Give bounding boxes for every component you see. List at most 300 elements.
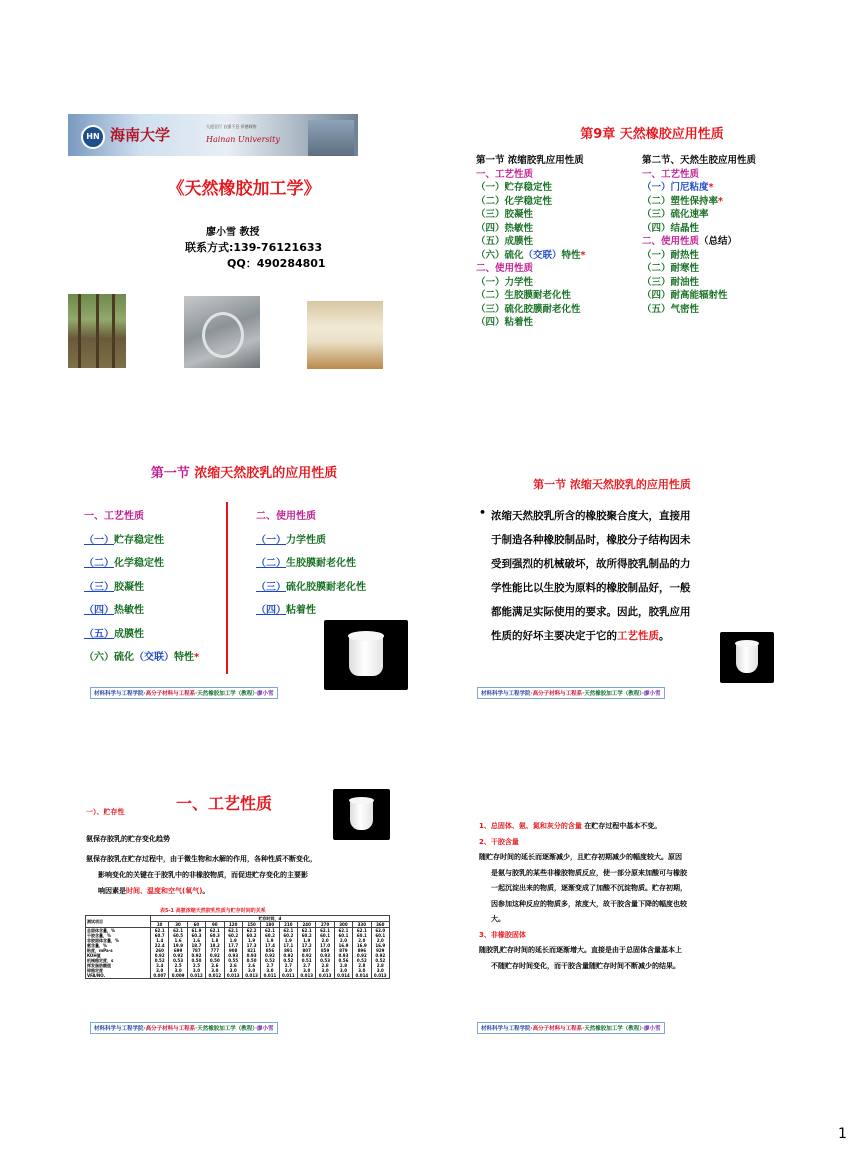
table-cell: 2.0 (339, 938, 347, 943)
table-cell: 0.52 (265, 958, 275, 963)
slide2-right-column (642, 154, 756, 316)
slide1-title: 《天然橡胶加工学》 (167, 179, 321, 199)
slide3-right-item (256, 529, 366, 553)
table-cell: 0.93 (320, 953, 330, 958)
table-cell: 2.5 (192, 963, 200, 968)
table-cell: 1.9 (248, 938, 256, 943)
slide3-footer (90, 687, 278, 699)
table-cell: 1.9 (266, 938, 274, 943)
p4-b: 时间、温度和空气(氧气) (126, 887, 203, 895)
table-cell: 0.93 (246, 953, 257, 958)
item-num: （三） (256, 581, 286, 593)
table-cell: 60.2 (283, 933, 294, 938)
slide6-footer (477, 1022, 665, 1034)
item6-star: * (194, 652, 200, 663)
slide3-right-column (256, 505, 366, 623)
slide1-qq: QQ：490284801 (227, 257, 326, 270)
footer-b: ·高分子材料与工程系 (530, 691, 583, 697)
slide3-left-item (84, 529, 199, 553)
item6-b: （交联） (134, 652, 174, 663)
slide2-item (642, 195, 756, 209)
table-column (316, 928, 334, 979)
table-cell: 1.6 (192, 938, 200, 943)
table-cell: 3.0 (376, 968, 384, 973)
item-label: 力学性质 (286, 534, 326, 546)
slide5-title: 一、工艺性质 (176, 794, 273, 813)
footer-b: ·高分子材料与工程系 (530, 1026, 583, 1032)
slide2-left-column (476, 154, 586, 330)
slide4-line: 浓缩天然胶乳所含的橡胶聚合度大，直接用 (491, 510, 691, 522)
slide-2 (472, 110, 832, 380)
footer-a: 材料科学与工程学院 (94, 691, 144, 697)
slide6-p4: 是氨与胶乳的某些非橡胶物质反应，使一部分原来加酸可与橡胶 (491, 868, 687, 877)
p1-a: 1、总固体、氨、氮和灰分的含量 (479, 822, 582, 830)
table-cell: 60.1 (356, 933, 367, 938)
slide6-p10: 不随贮存时间变化，而干胶含量随贮存时间不断减少的结果。 (491, 961, 680, 970)
table-cell: 19.9 (173, 943, 183, 948)
footer-b: ·高分子材料与工程系 (143, 691, 196, 697)
storage-table (85, 915, 390, 979)
slide5-footer (90, 1022, 278, 1034)
table-day-header: 180 (261, 922, 279, 928)
table-cell: 60.3 (191, 933, 202, 938)
table-row-label: 非胶固体含量，% (87, 938, 120, 943)
item-num: （一） (84, 534, 114, 546)
table-cell: 0.52 (356, 958, 367, 963)
slide2-item-label: （二）塑性保持率 (642, 195, 719, 207)
table-cell: 0.012 (208, 973, 222, 978)
table-day-header: 150 (242, 922, 260, 928)
table-cell: 0.92 (191, 953, 202, 958)
table-row-label: 锌稳定度 (87, 968, 103, 973)
table-cell: 0.93 (338, 953, 349, 958)
table-cell: 856 (265, 948, 275, 953)
table-cell: 0.50 (209, 958, 220, 963)
table-cell: 62.1 (338, 928, 349, 933)
table-day-header: 90 (206, 922, 224, 928)
slide3-title-b: 浓缩天然胶乳的应用性质 (194, 466, 338, 481)
drying-rubber-photo (307, 301, 383, 369)
table-column (169, 928, 187, 979)
slide3-title-a: 第一节 (150, 466, 195, 481)
slide3-right-item (256, 576, 366, 600)
table-column (151, 928, 169, 979)
table-cell: 0.92 (301, 953, 312, 958)
slide4-line: 都能满足实际使用的要求。因此，胶乳应用 (491, 606, 691, 618)
table-day-header: 10 (151, 922, 169, 928)
slide2-item: （二）耐寒性 (642, 263, 700, 274)
university-logo-icon: HN (81, 125, 105, 149)
table-cell: 18.7 (191, 943, 202, 948)
table-cell: 2.8 (376, 963, 384, 968)
slide1-contact: 联系方式:139-76121633 (185, 241, 323, 254)
slide3-left-heading: 一、工艺性质 (84, 511, 144, 522)
table-cell: 891 (284, 948, 293, 953)
table-cell: 2.0 (358, 938, 366, 943)
table-row-label: 总固体含量，% (87, 928, 116, 933)
table-cell: 62.1 (209, 928, 220, 933)
table-cell: 60.5 (173, 933, 183, 938)
rubber-plantation-photo (68, 294, 126, 368)
item-num: （三） (84, 581, 114, 593)
slide5-p1: 氨保存胶乳的贮存变化趋势 (86, 835, 170, 843)
table-cell: 3.0 (303, 968, 311, 973)
slide2-item-label: （一）门尼粘度 (642, 182, 709, 193)
table-cell: 62.1 (356, 928, 367, 933)
item6-a: （六）硫化 (84, 652, 134, 663)
table-cell: 2.4 (156, 963, 164, 968)
slide2-left-sub2: 二、使用性质 (476, 263, 534, 274)
table-cell: 0.92 (154, 953, 165, 958)
table-corner: 测试项目 (86, 916, 151, 928)
slide6-p3: 随贮存时间的延长而逐渐减少，且贮存初期减少的幅度较大。原因 (479, 853, 682, 861)
slide2-item: （五）成膜性 (476, 236, 534, 247)
table-cell: 929 (376, 948, 385, 953)
university-banner (68, 114, 358, 156)
table-cell: 62.1 (283, 928, 294, 933)
slide2-item: （三）耐油性 (642, 276, 700, 288)
table-cell: 3.0 (339, 968, 347, 973)
latex-cup-photo (324, 620, 408, 690)
table-cell: 2.7 (284, 963, 292, 968)
item-label: 化学稳定性 (114, 558, 164, 569)
table-cell: 807 (302, 948, 311, 953)
table-cell: 60.2 (265, 933, 275, 938)
slide4-title: 第一节 浓缩天然胶乳的应用性质 (533, 478, 691, 491)
table-cell: 16.9 (338, 943, 349, 948)
table-cell: 787 (192, 948, 201, 953)
factory-equipment-photo (184, 296, 260, 368)
table-row-label: VFA/NO. (87, 973, 106, 978)
p1-b: 在贮存过程中基本不变。 (581, 822, 662, 830)
slide2-item (642, 181, 756, 195)
table-cell: 60.2 (301, 933, 312, 938)
item-label: 胶凝性 (114, 581, 144, 593)
slide2-item: （五）气密性 (642, 303, 700, 315)
footer-c: ·天然橡胶加工学（教程） (582, 691, 642, 697)
slide6-p7: 大。 (491, 915, 505, 923)
slide-3 (64, 448, 424, 718)
table-cell: 908 (229, 948, 238, 953)
table-cell: 260 (155, 948, 164, 953)
latex-cup-photo (720, 632, 774, 683)
table-cell: 0.011 (263, 973, 277, 978)
slide6-p9: 随胶乳贮存时间的延长而逐渐增大。直接是由于总固体含量基本上 (479, 946, 682, 954)
slide1-author: 廖小雪 教授 (206, 227, 260, 238)
slide2-right-heading: 第二节、天然生胶应用性质 (642, 155, 757, 166)
last-a: 性质的好坏主要决定于它的 (491, 630, 617, 642)
table-cell: 0.92 (173, 953, 183, 958)
table-cell: 859 (320, 948, 330, 953)
slide6-p2: 2、干胶含量 (479, 837, 519, 846)
table-cell: 0.014 (355, 973, 369, 978)
item-num: （一） (256, 534, 286, 546)
slide3-right-item (256, 599, 366, 623)
table-day-header: 330 (353, 922, 371, 928)
slide2-right-sub1: 一、工艺性质 (642, 168, 700, 180)
slide2-item: （四）结晶性 (642, 222, 700, 234)
item-num: （二） (256, 558, 286, 569)
table-day-header: 60 (187, 922, 205, 928)
table-cell: 699 (173, 948, 183, 953)
slide2-item6-a: （六）硫化 (476, 249, 524, 261)
table-day-header: 300 (334, 922, 352, 928)
table-cell: 0.007 (153, 973, 167, 978)
table-cell: 60.2 (246, 933, 257, 938)
table-header: 贮存时间，d (151, 916, 390, 922)
table-column (261, 928, 279, 979)
table-cell: 3.0 (156, 968, 164, 973)
slide2-item6-star: * (580, 249, 586, 261)
table-cell: 1.4 (156, 938, 164, 943)
table-cell: 60.7 (154, 933, 165, 938)
table-cell: 0.011 (281, 973, 295, 978)
table-cell: 22.4 (154, 943, 165, 948)
slide2-item: （三）硫化速率 (642, 209, 709, 220)
table-cell: 62.1 (173, 928, 183, 933)
table-cell: 879 (339, 948, 348, 953)
table-column (187, 928, 205, 979)
item-label: 生胶膜耐老化性 (286, 558, 356, 569)
slide2-item: （四）耐高能辐射性 (642, 290, 728, 301)
table-cell: 60.1 (338, 933, 349, 938)
latex-cup-photo (333, 789, 390, 840)
table-row-label: 挥发脂肪酸值 (87, 963, 111, 968)
table-day-header: 30 (169, 922, 187, 928)
table-column (334, 928, 352, 979)
table-row-label: 干胶含量，% (87, 933, 112, 938)
slide2-right-sub2-row (642, 235, 756, 249)
slide2-item: （三）硫化胶膜耐老化性 (476, 303, 581, 315)
slide2-item: （二）化学稳定性 (476, 195, 553, 207)
table-cell: 0.50 (191, 958, 202, 963)
table-day-header: 360 (371, 922, 390, 928)
slide3-right-item (256, 552, 366, 576)
table-cell: 821 (247, 948, 256, 953)
slide2-item: （一）力学性 (476, 276, 534, 288)
table-cell: 0.52 (375, 958, 386, 963)
banner-building-icon (308, 120, 354, 156)
item-num: （四） (84, 605, 114, 616)
table-cell: 0.013 (245, 973, 258, 978)
p4-a: 响因素是 (98, 887, 126, 895)
footer-c: ·天然橡胶加工学（教程） (195, 691, 255, 697)
slide5-p2: 氨保存胶乳在贮存过程中，由于微生物和水解的作用，各种性质不断变化， (86, 855, 317, 863)
table-cell: 62.1 (265, 928, 275, 933)
table-label-cell (86, 928, 151, 979)
slide4-line: 于制造各种橡胶制品时，橡胶分子结构因未 (491, 534, 691, 546)
slide4-line: 学性能比以生胶为原料的橡胶制品好，一般 (491, 582, 691, 594)
slide2-item: （二）生胶膜耐老化性 (476, 290, 572, 301)
slide5-sub: 一）、贮存性 (86, 808, 125, 816)
slide6-p1 (479, 819, 687, 835)
table-cell: 2.7 (303, 963, 311, 968)
slide2-item6-b: （交联） (523, 249, 562, 261)
table-cell: 60.1 (375, 933, 386, 938)
slide3-left-column (84, 505, 199, 670)
table-cell: 16.9 (356, 943, 367, 948)
table-cell: 0.009 (171, 973, 185, 978)
table-cell: 60.3 (209, 933, 220, 938)
slide3-right-heading: 二、使用性质 (256, 511, 316, 522)
footer-a: 材料科学与工程学院 (481, 1026, 531, 1032)
slide2-right-sub2: 二、使用性质 (642, 236, 700, 247)
table-cell: 3.0 (266, 968, 274, 973)
table-cell: 62.0 (375, 928, 386, 933)
table-row-label: 粘度，mPa·s (87, 948, 113, 953)
table-cell: 3.0 (358, 968, 366, 973)
table-cell: 0.013 (373, 973, 387, 978)
table-cell: 896 (357, 948, 366, 953)
slide2-item: （三）胶凝性 (476, 209, 534, 220)
slide3-divider (226, 502, 228, 674)
table-cell: 61.9 (191, 928, 202, 933)
slide2-item: （四）热敏性 (476, 222, 534, 234)
item-label: 粘着性 (286, 605, 316, 616)
slide2-left-heading: 第一节 浓缩胶乳应用性质 (476, 155, 584, 166)
slide-4 (472, 448, 832, 718)
table-cell: 3.0 (248, 968, 256, 973)
table-cell: 17.1 (283, 943, 294, 948)
table-cell: 0.92 (283, 953, 294, 958)
table-cell: 0.53 (320, 958, 330, 963)
table-cell: 2.6 (229, 963, 237, 968)
table-cell: 17.7 (228, 943, 239, 948)
banner-motto: 大道至行 自强不息 厚德载物 (206, 124, 257, 129)
table-cell: 16.9 (375, 943, 386, 948)
table-cell: 2.6 (211, 963, 219, 968)
table-cell: 1.9 (284, 938, 292, 943)
table-cell: 3.0 (174, 968, 182, 973)
table-cell: 0.92 (356, 953, 367, 958)
slide6-p6: 因参加这种反应的物质多，浓度大，故干胶含量下降的幅度也较 (491, 899, 687, 908)
table-row-label: 氨含量，% (87, 943, 108, 948)
table-cell: 17.0 (320, 943, 330, 948)
table-cell: 0.92 (209, 953, 220, 958)
slide2-item: （一）耐热性 (642, 249, 700, 261)
table-cell: 0.55 (228, 958, 239, 963)
table-cell: 3.0 (211, 968, 219, 973)
table-row-label: KOH值 (87, 953, 101, 958)
item-label: 硫化胶膜耐老化性 (286, 581, 366, 593)
table-column (353, 928, 371, 979)
p4-c: 。 (202, 887, 210, 895)
slide2-star: * (718, 195, 723, 207)
slide2-title: 第9章 天然橡胶应用性质 (580, 127, 724, 142)
slide3-left-item (84, 576, 199, 600)
slide2-item6-c: 特性 (561, 249, 581, 261)
table-cell: 0.014 (337, 973, 350, 978)
footer-c: ·天然橡胶加工学（教程） (582, 1026, 642, 1032)
table-cell: 0.93 (228, 953, 239, 958)
table-cell: 0.013 (226, 973, 240, 978)
footer-c: ·天然橡胶加工学（教程） (195, 1026, 255, 1032)
slide6-body (479, 819, 687, 974)
item-label: 贮存稳定性 (114, 534, 164, 546)
slide4-line: 受到强烈的机械破坏，故所得胶乳制品的力 (491, 558, 691, 570)
table-day-header: 210 (279, 922, 297, 928)
item-label: 成膜性 (114, 628, 144, 640)
table-cell: 777 (210, 948, 219, 953)
slide-6 (472, 786, 832, 1056)
table-cell: 2.0 (376, 938, 384, 943)
table-cell: 62.2 (246, 928, 257, 933)
table-cell: 0.92 (265, 953, 275, 958)
table-column (206, 928, 224, 979)
table-cell: 2.5 (174, 963, 182, 968)
slide4-paragraph (491, 504, 691, 648)
footer-b: ·高分子材料与工程系 (143, 1026, 196, 1032)
slide2-item: （一）贮存稳定性 (476, 182, 553, 193)
footer-a: 材料科学与工程学院 (481, 691, 531, 697)
item6-c: 特性 (174, 652, 194, 663)
table-cell: 3.0 (229, 968, 237, 973)
table-cell: 3.0 (284, 968, 292, 973)
table-cell: 0.92 (375, 953, 386, 958)
item-num: （二） (84, 558, 114, 569)
table-cell: 1.9 (303, 938, 311, 943)
slide3-left-item-6 (84, 646, 199, 670)
table-column (279, 928, 297, 979)
table-row-label: 机械稳定度，s (87, 958, 114, 963)
table-day-header: 270 (316, 922, 334, 928)
item-num: （四） (256, 605, 286, 616)
table-column (371, 928, 390, 979)
slide6-p5: 一起沉淀出来的物质，逐渐变成了加酸不沉淀物质。贮存初期， (491, 884, 687, 892)
table-cell: 60.2 (228, 933, 239, 938)
table-cell: 0.013 (318, 973, 332, 978)
slide4-footer (477, 687, 665, 699)
table-day-header: 120 (224, 922, 242, 928)
table-cell: 17.4 (265, 943, 275, 948)
table-cell: 0.50 (246, 958, 257, 963)
table-cell: 0.013 (300, 973, 314, 978)
table-cell: 2.6 (248, 963, 256, 968)
slide4-line-last (491, 624, 691, 648)
table-cell: 1.8 (211, 938, 219, 943)
table-cell: 1.6 (174, 938, 182, 943)
last-b: 工艺性质 (617, 630, 659, 642)
table-cell: 18.2 (209, 943, 220, 948)
footer-d: ·廖小雪 (641, 1026, 661, 1032)
slide-1 (64, 110, 424, 380)
slide3-left-item (84, 552, 199, 576)
table-cell: 2.8 (358, 963, 366, 968)
banner-cn: 海南大学 (110, 126, 171, 144)
slide2-right-sub2-suffix: （总结） (699, 236, 738, 247)
table-cell: 62.1 (301, 928, 312, 933)
table-cell: 17.2 (301, 943, 312, 948)
table-cell: 3.0 (192, 968, 200, 973)
slide5-p3: 影响变化的关键在于胶乳中的非橡胶物质，而促进贮存变化的主要影 (98, 871, 308, 879)
table-column (224, 928, 242, 979)
slide3-left-item (84, 599, 199, 623)
table-column (242, 928, 260, 979)
table-day-header: 240 (298, 922, 316, 928)
slide2-left-sub1: 一、工艺性质 (476, 168, 534, 180)
table-cell: 0.53 (173, 958, 183, 963)
table-cell: 0.52 (283, 958, 294, 963)
item-num: （五） (84, 628, 114, 640)
slide4-bullet: • (479, 506, 487, 519)
table-caption: 表5-1 高氨浓缩天然胶乳性质与贮存时间的关系 (160, 908, 266, 914)
slide2-item-6 (476, 249, 586, 263)
slide-5 (64, 786, 424, 1056)
footer-a: 材料科学与工程学院 (94, 1026, 144, 1032)
table-cell: 60.1 (320, 933, 330, 938)
banner-en: Hainan University (206, 135, 280, 144)
slide5-p4 (98, 886, 209, 896)
